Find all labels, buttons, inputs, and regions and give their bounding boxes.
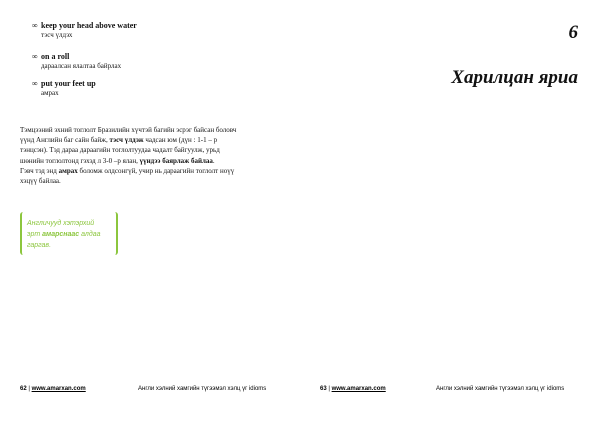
website-link[interactable]: www.amarxan.com — [31, 386, 86, 392]
page-number: 63 — [320, 386, 327, 392]
infinity-bullet-icon: ∞ — [32, 52, 38, 61]
callout-highlight: амарснаас — [42, 231, 80, 238]
idiom-term: keep your head above water — [41, 21, 137, 30]
callout-line: эрт — [27, 231, 43, 238]
idiom-highlight: үүндээ баярлаж байлаа — [139, 156, 213, 165]
callout-text — [27, 218, 101, 251]
idiom-highlight: амрах — [58, 166, 78, 175]
book-title-footer: Англи хэлний хамгийн түгээмэл хэлц үг idioms — [436, 386, 565, 392]
idiom-translation: тэсч үлдэх — [41, 31, 73, 39]
footer-separator: | — [26, 386, 32, 392]
footer-separator: | — [326, 386, 332, 392]
idiom-translation: амрах — [41, 89, 59, 97]
paragraph-text: шөнийн тоглолтонд гэхэд л 3-0 –р ялан, — [20, 156, 140, 165]
paragraph-line: хэцүү байлаа. — [20, 177, 61, 186]
chapter-title: Харилцан яриа — [451, 67, 578, 88]
story-paragraph — [20, 125, 282, 186]
callout-box — [20, 212, 118, 255]
idiom-highlight: тэсч үлдэж — [109, 136, 144, 145]
callout-line: Англичууд хэтэрхий — [27, 220, 95, 227]
website-link[interactable]: www.amarxan.com — [331, 386, 386, 392]
right-page — [300, 0, 600, 423]
idiom-term: put your feet up — [41, 79, 96, 88]
idiom-translation: дараалсан ялалтаа байрлах — [41, 62, 122, 70]
paragraph-text: чадсан юм (дүн : 1-1 – р — [143, 136, 218, 145]
paragraph-text: боломж олдсонгүй, учир нь дараагийн тоглолт ноүү — [77, 166, 235, 175]
idiom-term: on a roll — [41, 52, 70, 61]
page-number: 62 — [20, 386, 27, 392]
chapter-number: 6 — [568, 22, 578, 43]
paragraph-line — [20, 135, 282, 145]
page-footer — [320, 386, 386, 392]
paragraph-text: үүнд Английн баг сайн байж, — [20, 136, 110, 145]
infinity-bullet-icon: ∞ — [32, 21, 38, 30]
paragraph-line — [20, 156, 282, 166]
infinity-bullet-icon: ∞ — [32, 79, 38, 88]
paragraph-line: тэнцсэн). Тэд дараа дараагийн тоглолтуудаа чадалт байгуулж, урьд — [20, 146, 220, 155]
paragraph-text: . — [212, 156, 215, 165]
paragraph-line: Тэмцээний эхний тоглолт Бразилийн хүчтэй багийн эсрэг байсан боловч — [20, 126, 237, 134]
paragraph-line — [20, 166, 282, 176]
paragraph-text: Гэвч тэд энд — [20, 166, 59, 175]
book-title-footer: Англи хэлний хамгийн түгээмэл хэлц үг idioms — [138, 386, 267, 392]
page-footer — [20, 386, 86, 392]
callout-line: алдаа — [79, 231, 101, 238]
callout-line: гаргав. — [27, 242, 52, 249]
